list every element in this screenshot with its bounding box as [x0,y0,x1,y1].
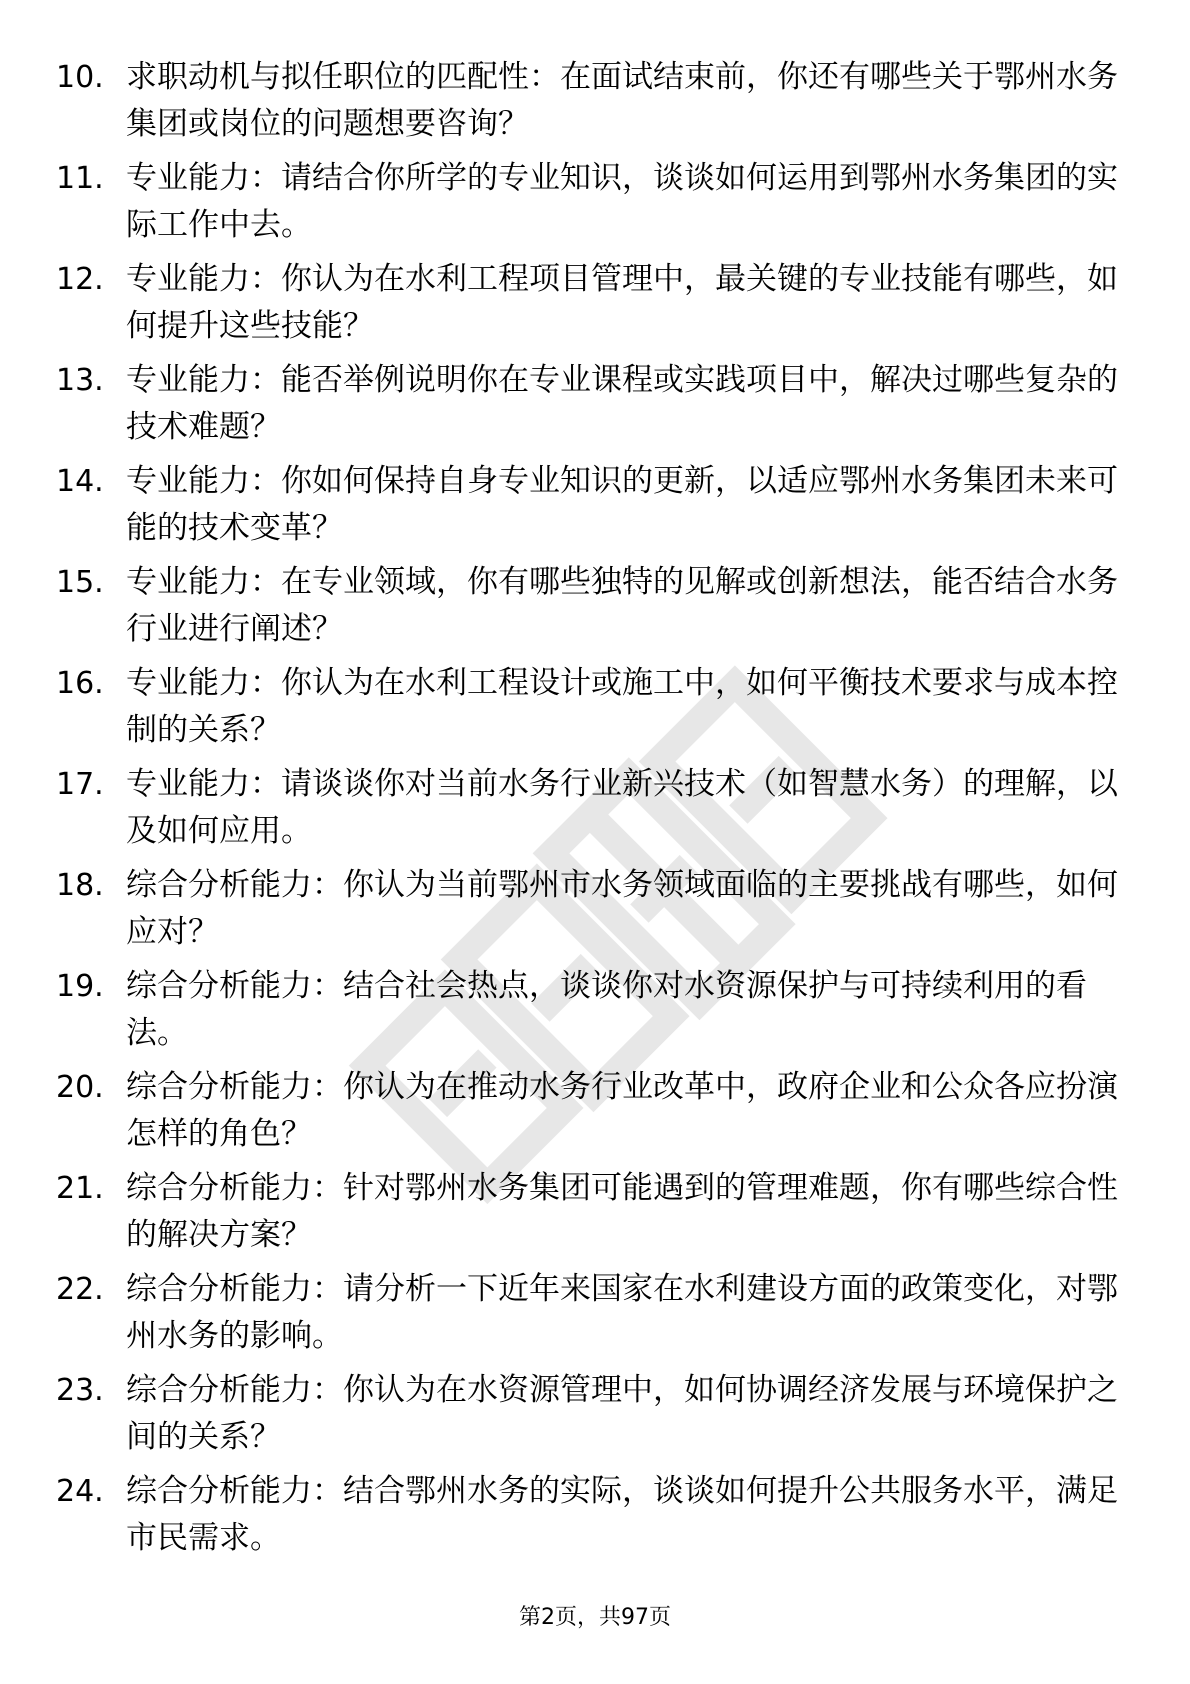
question-number: 15. [56,565,104,600]
question-item [0,1468,1190,1569]
question-item [0,559,1190,660]
question-item [0,54,1190,155]
question-number: 20. [56,1070,104,1105]
question-item [0,963,1190,1064]
question-text: 专业能力：能否举例说明你在专业课程或实践项目中，解决过哪些复杂的技术难题？ [126,362,1118,445]
question-item [0,357,1190,458]
question-text: 专业能力：请结合你所学的专业知识，谈谈如何运用到鄂州水务集团的实际工作中去。 [126,160,1118,243]
question-item [0,1367,1190,1468]
question-number: 17. [56,767,104,802]
question-item [0,1064,1190,1165]
question-item [0,660,1190,761]
question-text: 综合分析能力：结合鄂州水务的实际，谈谈如何提升公共服务水平，满足市民需求。 [126,1473,1118,1556]
question-text: 综合分析能力：结合社会热点，谈谈你对水资源保护与可持续利用的看法。 [126,968,1087,1051]
question-text: 综合分析能力：针对鄂州水务集团可能遇到的管理难题，你有哪些综合性的解决方案？ [126,1170,1118,1253]
question-item [0,256,1190,357]
question-number: 16. [56,666,104,701]
question-item [0,862,1190,963]
question-text: 综合分析能力：你认为在水资源管理中，如何协调经济发展与环境保护之间的关系？ [126,1372,1118,1455]
question-text: 求职动机与拟任职位的匹配性：在面试结束前，你还有哪些关于鄂州水务集团或岗位的问题想要咨询？ [126,59,1118,142]
question-text: 专业能力：在专业领域，你有哪些独特的见解或创新想法，能否结合水务行业进行阐述？ [126,564,1118,647]
question-item [0,1165,1190,1266]
question-number: 19. [56,969,104,1004]
question-number: 22. [56,1272,104,1307]
question-number: 11. [56,161,104,196]
question-number: 21. [56,1171,104,1206]
question-text: 综合分析能力：请分析一下近年来国家在水利建设方面的政策变化，对鄂州水务的影响。 [126,1271,1118,1354]
question-item [0,155,1190,256]
question-number: 14. [56,464,104,499]
question-number: 18. [56,868,104,903]
question-number: 10. [56,60,104,95]
question-text: 综合分析能力：你认为当前鄂州市水务领域面临的主要挑战有哪些，如何应对？ [126,867,1118,950]
page-footer: 第2页，共97页 [519,1605,671,1630]
question-item [0,761,1190,862]
question-item [0,1266,1190,1367]
question-list [0,54,1190,1569]
question-text: 专业能力：你认为在水利工程项目管理中，最关键的专业技能有哪些，如何提升这些技能？ [126,261,1118,344]
question-text: 专业能力：你认为在水利工程设计或施工中，如何平衡技术要求与成本控制的关系？ [126,665,1118,748]
question-number: 24. [56,1474,104,1509]
question-text: 专业能力：你如何保持自身专业知识的更新，以适应鄂州水务集团未来可能的技术变革？ [126,463,1118,546]
question-number: 23. [56,1373,104,1408]
question-text: 专业能力：请谈谈你对当前水务行业新兴技术（如智慧水务）的理解，以及如何应用。 [126,766,1118,849]
question-text: 综合分析能力：你认为在推动水务行业改革中，政府企业和公众各应扮演怎样的角色？ [126,1069,1118,1152]
question-number: 13. [56,363,104,398]
question-number: 12. [56,262,104,297]
question-item [0,458,1190,559]
